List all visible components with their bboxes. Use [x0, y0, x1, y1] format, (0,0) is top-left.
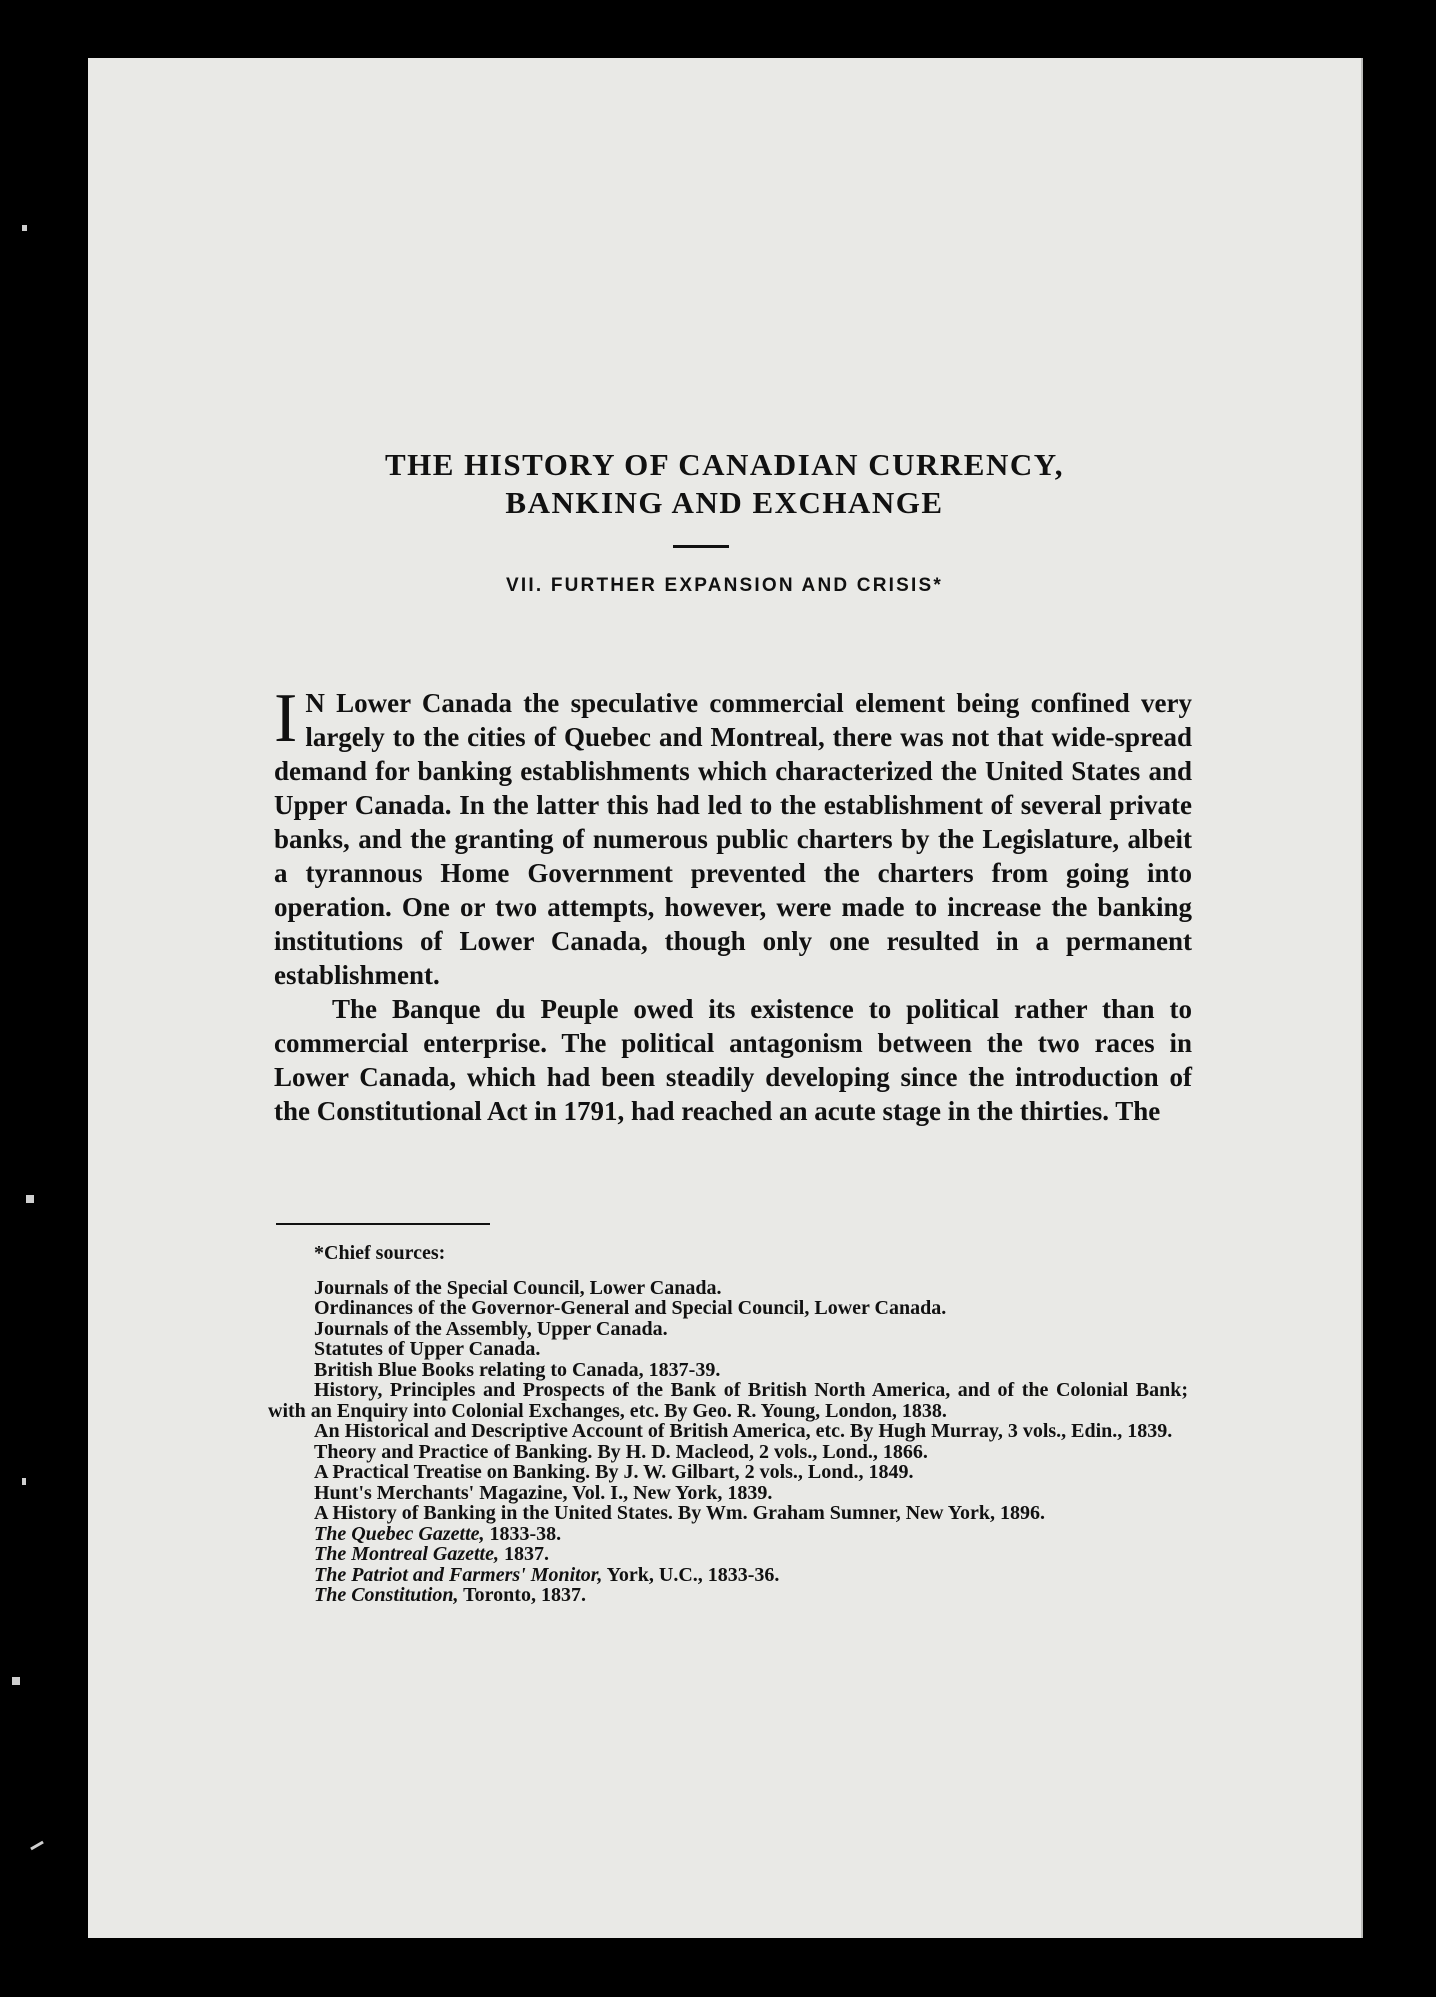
footnote-item: British Blue Books relating to Canada, 1837-39. [314, 1358, 721, 1381]
scan-speck [22, 1478, 26, 1485]
periodical-title: The Constitution, [314, 1584, 459, 1606]
footnote-item-italic [268, 1585, 1188, 1606]
footnote-item-italic [268, 1524, 1188, 1545]
footnote-item: Journals of the Special Council, Lower Canada. [314, 1276, 722, 1299]
footnote-item: Theory and Practice of Banking. By H. D. Macleod, 2 vols., Lond., 1866. [314, 1440, 928, 1463]
footnote-item: Journals of the Assembly, Upper Canada. [314, 1317, 668, 1340]
scan-speck [12, 1677, 20, 1685]
scanned-page [88, 58, 1363, 1938]
periodical-details: 1837. [499, 1543, 549, 1565]
footnote-divider [276, 1223, 490, 1225]
page-title [88, 446, 1361, 522]
periodical-details: Toronto, 1837. [458, 1584, 586, 1606]
periodical-title: The Patriot and Farmers' Monitor, [314, 1563, 603, 1586]
periodical-details: York, U.C., 1833-36. [602, 1563, 780, 1586]
footnote-item-italic [268, 1565, 1188, 1586]
footnote-item: An Historical and Descriptive Account of British America, etc. By Hugh Murray, 3 vols., Edin., 1839. [314, 1420, 1173, 1442]
scan-speck [26, 1195, 34, 1203]
paragraph-1 [274, 680, 1192, 992]
scan-speck [22, 225, 27, 231]
footnote-heading: *Chief sources: [314, 1242, 446, 1264]
section-heading: VII. FURTHER EXPANSION AND CRISIS* [506, 575, 943, 596]
footnote-item: Statutes of Upper Canada. [314, 1338, 541, 1360]
paragraph-2: The Banque du Peuple owed its existence to political rather than to commercial enterprise. The political antagonism between the two races in Lower Canada, which had been steadily developing since the introduction of the Constitutional Act in 1791, had reached an acute stage in the thirties. The [274, 994, 1192, 1126]
footnote-item-italic [268, 1544, 1188, 1565]
footnote-item: Hunt's Merchants' Magazine, Vol. I., New York, 1839. [314, 1481, 773, 1504]
drop-cap: I [274, 680, 298, 757]
paragraph-1-text: N Lower Canada the speculative commercial element being confined very largely to the cities of Quebec and Montreal, there was not that wide-spread demand for banking establishments which characterized the United States and Upper Canada. In the latter this had led to the establishment of several private banks, and the granting of numerous public charters by the Legislature, albeit a tyrannous Home Government prevented the charters from going into operation. One or two attempts, however, were made to increase the banking institutions of Lower Canada, though only one resulted in a permanent establishment. [274, 688, 1192, 990]
footnotes [268, 1243, 1188, 1606]
footnote-item: A History of Banking in the United States. By Wm. Graham Sumner, New York, 1896. [314, 1502, 1045, 1524]
footnote-item: Ordinances of the Governor-General and Special Council, Lower Canada. [314, 1297, 947, 1319]
footnote-item: A Practical Treatise on Banking. By J. W. Gilbart, 2 vols., Lond., 1849. [314, 1461, 914, 1483]
title-divider [673, 545, 729, 548]
title-line-2: BANKING AND EXCHANGE [505, 485, 944, 520]
footnote-item: History, Principles and Prospects of the Bank of British North America, and of the Colonial Bank; with an Enquiry into Colonial Exchanges, etc. By Geo. R. Young, London, 1838. [268, 1379, 1188, 1422]
body-text [274, 680, 1192, 1128]
periodical-title: The Quebec Gazette, [314, 1522, 485, 1545]
scan-speck [30, 1841, 44, 1851]
periodical-title: The Montreal Gazette, [314, 1543, 499, 1565]
periodical-details: 1833-38. [484, 1522, 562, 1545]
title-line-1: THE HISTORY OF CANADIAN CURRENCY, [384, 447, 1065, 482]
